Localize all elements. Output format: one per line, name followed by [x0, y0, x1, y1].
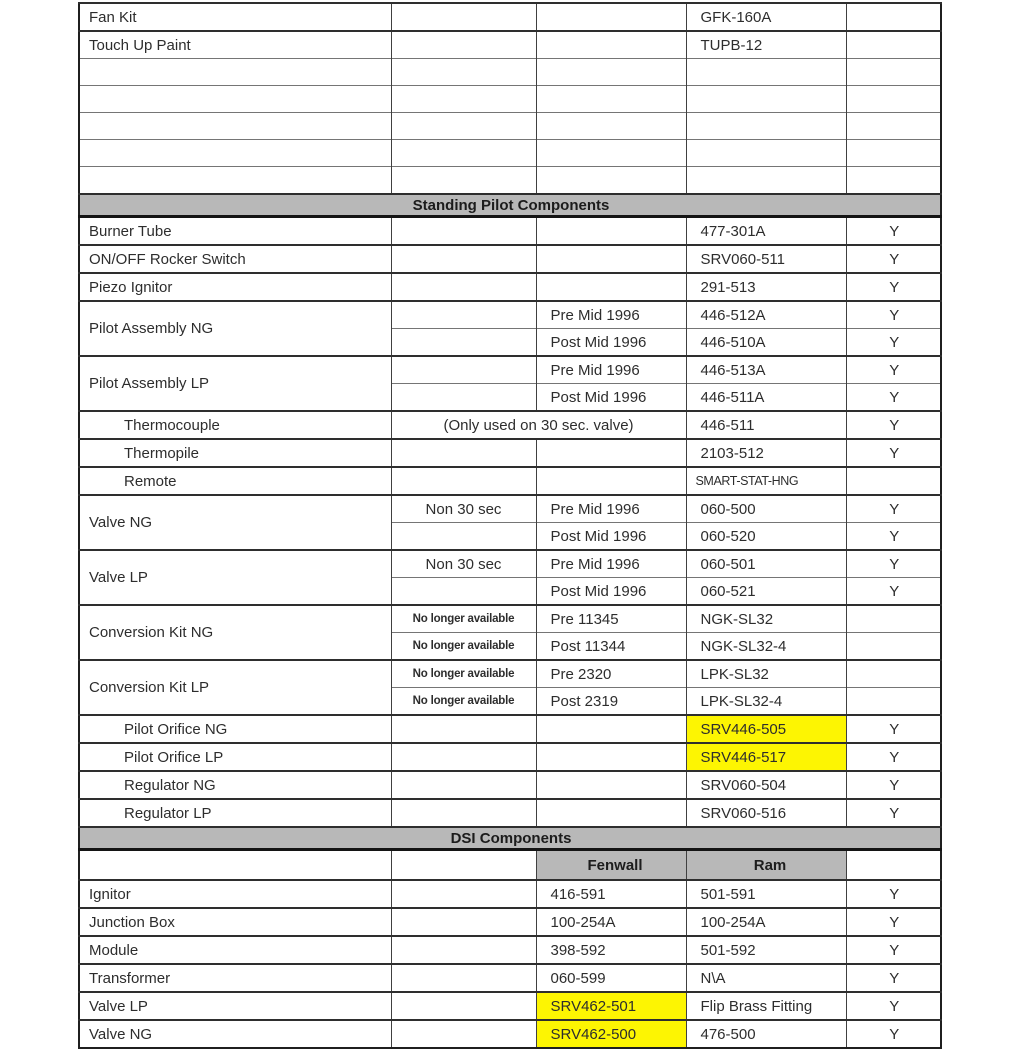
- stock-flag-cell: Y: [846, 301, 941, 329]
- item-name-cell: [79, 113, 391, 140]
- part-number-cell: [686, 86, 846, 113]
- table-row: [79, 439, 941, 467]
- stock-flag-cell: Y: [846, 245, 941, 273]
- variant-cell: [536, 771, 686, 799]
- variant-cell: [536, 31, 686, 59]
- variant-cell: Pre Mid 1996: [536, 495, 686, 523]
- section-header-row: [79, 194, 941, 217]
- note-cell: [391, 245, 536, 273]
- item-name-cell: [79, 86, 391, 113]
- parts-table: [78, 2, 942, 1049]
- item-name-cell: Valve LP: [79, 550, 391, 605]
- note-cell: [391, 743, 536, 771]
- item-name-cell: Valve NG: [79, 495, 391, 550]
- stock-flag-cell: Y: [846, 523, 941, 551]
- variant-cell: [536, 467, 686, 495]
- item-name-cell: Touch Up Paint: [79, 31, 391, 59]
- note-cell: [391, 86, 536, 113]
- note-cell: [391, 799, 536, 827]
- item-name-cell: Valve LP: [79, 992, 391, 1020]
- item-name-cell: Burner Tube: [79, 217, 391, 246]
- table-row: [79, 245, 941, 273]
- stock-flag-cell: Y: [846, 217, 941, 246]
- stock-flag-cell: [846, 167, 941, 195]
- part-number-cell: 501-591: [686, 880, 846, 908]
- document-sheet: [78, 2, 942, 1049]
- stock-flag-cell: Y: [846, 964, 941, 992]
- part-number-cell: NGK-SL32: [686, 605, 846, 633]
- note-cell: [391, 578, 536, 606]
- variant-cell: [536, 140, 686, 167]
- stock-flag-cell: Y: [846, 550, 941, 578]
- stock-flag-cell: Y: [846, 273, 941, 301]
- table-row: [79, 799, 941, 827]
- part-number-cell: SRV446-505: [686, 715, 846, 743]
- part-number-cell: TUPB-12: [686, 31, 846, 59]
- stock-flag-cell: Y: [846, 495, 941, 523]
- note-cell: No longer available: [391, 688, 536, 716]
- part-number-cell: LPK-SL32: [686, 660, 846, 688]
- item-name-cell: [79, 850, 391, 881]
- variant-cell: [536, 273, 686, 301]
- stock-flag-cell: Y: [846, 936, 941, 964]
- stock-flag-cell: [846, 688, 941, 716]
- table-row: [79, 605, 941, 633]
- variant-cell: SRV462-500: [536, 1020, 686, 1048]
- note-cell: No longer available: [391, 660, 536, 688]
- stock-flag-cell: Y: [846, 743, 941, 771]
- item-name-cell: [79, 167, 391, 195]
- item-name-cell: Conversion Kit NG: [79, 605, 391, 660]
- item-name-cell: Regulator NG: [79, 771, 391, 799]
- item-name-cell: Transformer: [79, 964, 391, 992]
- note-cell: No longer available: [391, 605, 536, 633]
- item-name-cell: Pilot Orifice NG: [79, 715, 391, 743]
- stock-flag-cell: Y: [846, 384, 941, 412]
- variant-cell: [536, 113, 686, 140]
- variant-cell: [536, 167, 686, 195]
- stock-flag-cell: Y: [846, 771, 941, 799]
- item-name-cell: [79, 59, 391, 86]
- note-cell: [391, 992, 536, 1020]
- table-row: [79, 167, 941, 195]
- variant-cell: Pre Mid 1996: [536, 550, 686, 578]
- table-row: [79, 86, 941, 113]
- section-title: DSI Components: [79, 827, 941, 850]
- part-number-cell: 501-592: [686, 936, 846, 964]
- part-number-cell: [686, 140, 846, 167]
- item-name-cell: Fan Kit: [79, 3, 391, 31]
- note-cell: [391, 908, 536, 936]
- stock-flag-cell: [846, 467, 941, 495]
- table-row: [79, 880, 941, 908]
- table-row: [79, 301, 941, 329]
- part-number-cell: 060-521: [686, 578, 846, 606]
- part-number-cell: 446-511A: [686, 384, 846, 412]
- stock-flag-cell: [846, 850, 941, 881]
- table-row: [79, 59, 941, 86]
- item-name-cell: Remote: [79, 467, 391, 495]
- section-header-row: [79, 827, 941, 850]
- table-row: [79, 660, 941, 688]
- variant-cell: Post Mid 1996: [536, 329, 686, 357]
- stock-flag-cell: [846, 86, 941, 113]
- part-number-cell: [686, 167, 846, 195]
- part-number-cell: GFK-160A: [686, 3, 846, 31]
- part-number-cell: 060-520: [686, 523, 846, 551]
- variant-cell: Pre 11345: [536, 605, 686, 633]
- variant-cell: [536, 439, 686, 467]
- part-number-cell: 2103-512: [686, 439, 846, 467]
- table-row: [79, 850, 941, 881]
- table-row: [79, 411, 941, 439]
- stock-flag-cell: Y: [846, 992, 941, 1020]
- item-name-cell: Thermocouple: [79, 411, 391, 439]
- stock-flag-cell: [846, 31, 941, 59]
- stock-flag-cell: [846, 3, 941, 31]
- item-name-cell: ON/OFF Rocker Switch: [79, 245, 391, 273]
- item-name-cell: Piezo Ignitor: [79, 273, 391, 301]
- table-row: [79, 908, 941, 936]
- note-cell: Non 30 sec: [391, 550, 536, 578]
- note-cell: [391, 523, 536, 551]
- part-number-cell: 291-513: [686, 273, 846, 301]
- table-row: [79, 715, 941, 743]
- variant-cell: Post Mid 1996: [536, 384, 686, 412]
- note-cell: [391, 384, 536, 412]
- note-cell: [391, 467, 536, 495]
- stock-flag-cell: [846, 113, 941, 140]
- part-number-cell: Ram: [686, 850, 846, 881]
- part-number-cell: 446-512A: [686, 301, 846, 329]
- table-row: [79, 140, 941, 167]
- part-number-cell: N\A: [686, 964, 846, 992]
- part-number-cell: NGK-SL32-4: [686, 633, 846, 661]
- item-name-cell: [79, 140, 391, 167]
- table-row: [79, 467, 941, 495]
- table-row: [79, 550, 941, 578]
- note-cell: [391, 113, 536, 140]
- variant-cell: Fenwall: [536, 850, 686, 881]
- note-cell: [391, 1020, 536, 1048]
- part-number-cell: Flip Brass Fitting: [686, 992, 846, 1020]
- note-cell: [391, 715, 536, 743]
- variant-cell: Post Mid 1996: [536, 578, 686, 606]
- note-cell: [391, 850, 536, 881]
- part-number-cell: 446-511: [686, 411, 846, 439]
- note-cell: [391, 301, 536, 329]
- stock-flag-cell: Y: [846, 908, 941, 936]
- stock-flag-cell: Y: [846, 439, 941, 467]
- item-name-cell: Pilot Assembly LP: [79, 356, 391, 411]
- part-number-cell: SRV060-516: [686, 799, 846, 827]
- note-cell: [391, 880, 536, 908]
- note-cell: [391, 356, 536, 384]
- variant-cell: Pre Mid 1996: [536, 301, 686, 329]
- note-cell: [391, 3, 536, 31]
- table-row: [79, 495, 941, 523]
- table-row: [79, 964, 941, 992]
- part-number-cell: 446-510A: [686, 329, 846, 357]
- part-number-cell: 477-301A: [686, 217, 846, 246]
- note-cell: Non 30 sec: [391, 495, 536, 523]
- item-name-cell: Conversion Kit LP: [79, 660, 391, 715]
- part-number-cell: SMART-STAT-HNG: [686, 467, 846, 495]
- item-name-cell: Pilot Orifice LP: [79, 743, 391, 771]
- part-number-cell: SRV446-517: [686, 743, 846, 771]
- part-number-cell: 446-513A: [686, 356, 846, 384]
- part-number-cell: 476-500: [686, 1020, 846, 1048]
- stock-flag-cell: Y: [846, 715, 941, 743]
- part-number-cell: LPK-SL32-4: [686, 688, 846, 716]
- part-number-cell: 060-500: [686, 495, 846, 523]
- item-name-cell: Thermopile: [79, 439, 391, 467]
- table-row: [79, 217, 941, 246]
- variant-cell: [536, 3, 686, 31]
- table-row: [79, 113, 941, 140]
- variant-cell: [536, 715, 686, 743]
- parts-table-body: [79, 3, 941, 1048]
- table-row: [79, 771, 941, 799]
- table-row: [79, 992, 941, 1020]
- table-row: [79, 743, 941, 771]
- stock-flag-cell: Y: [846, 411, 941, 439]
- item-name-cell: Pilot Assembly NG: [79, 301, 391, 356]
- variant-cell: Post 2319: [536, 688, 686, 716]
- part-number-cell: [686, 59, 846, 86]
- note-cell: [391, 31, 536, 59]
- part-number-cell: SRV060-504: [686, 771, 846, 799]
- variant-cell: SRV462-501: [536, 992, 686, 1020]
- note-cell: No longer available: [391, 633, 536, 661]
- item-name-cell: Junction Box: [79, 908, 391, 936]
- stock-flag-cell: Y: [846, 1020, 941, 1048]
- variant-cell: [536, 245, 686, 273]
- variant-cell: [536, 743, 686, 771]
- variant-cell: [536, 217, 686, 246]
- table-row: [79, 3, 941, 31]
- variant-cell: Post 11344: [536, 633, 686, 661]
- part-number-cell: 100-254A: [686, 908, 846, 936]
- stock-flag-cell: [846, 59, 941, 86]
- variant-cell: Pre Mid 1996: [536, 356, 686, 384]
- stock-flag-cell: [846, 633, 941, 661]
- section-title: Standing Pilot Components: [79, 194, 941, 217]
- variant-cell: [536, 799, 686, 827]
- table-row: [79, 31, 941, 59]
- part-number-cell: 060-501: [686, 550, 846, 578]
- note-cell: [391, 59, 536, 86]
- part-number-cell: [686, 113, 846, 140]
- note-cell: [391, 439, 536, 467]
- note-cell: [391, 771, 536, 799]
- note-cell: [391, 140, 536, 167]
- table-row: [79, 356, 941, 384]
- variant-cell: 398-592: [536, 936, 686, 964]
- item-name-cell: Valve NG: [79, 1020, 391, 1048]
- note-cell: [391, 217, 536, 246]
- note-cell: [391, 329, 536, 357]
- stock-flag-cell: Y: [846, 578, 941, 606]
- stock-flag-cell: Y: [846, 880, 941, 908]
- variant-cell: 060-599: [536, 964, 686, 992]
- variant-cell: [536, 86, 686, 113]
- note-cell: (Only used on 30 sec. valve): [391, 411, 686, 439]
- stock-flag-cell: Y: [846, 329, 941, 357]
- note-cell: [391, 273, 536, 301]
- variant-cell: 100-254A: [536, 908, 686, 936]
- variant-cell: Post Mid 1996: [536, 523, 686, 551]
- variant-cell: Pre 2320: [536, 660, 686, 688]
- item-name-cell: Regulator LP: [79, 799, 391, 827]
- note-cell: [391, 936, 536, 964]
- stock-flag-cell: Y: [846, 356, 941, 384]
- table-row: [79, 273, 941, 301]
- item-name-cell: Ignitor: [79, 880, 391, 908]
- variant-cell: [536, 59, 686, 86]
- note-cell: [391, 964, 536, 992]
- stock-flag-cell: Y: [846, 799, 941, 827]
- part-number-cell: SRV060-511: [686, 245, 846, 273]
- stock-flag-cell: [846, 660, 941, 688]
- table-row: [79, 936, 941, 964]
- variant-cell: 416-591: [536, 880, 686, 908]
- stock-flag-cell: [846, 140, 941, 167]
- note-cell: [391, 167, 536, 195]
- table-row: [79, 1020, 941, 1048]
- stock-flag-cell: [846, 605, 941, 633]
- item-name-cell: Module: [79, 936, 391, 964]
